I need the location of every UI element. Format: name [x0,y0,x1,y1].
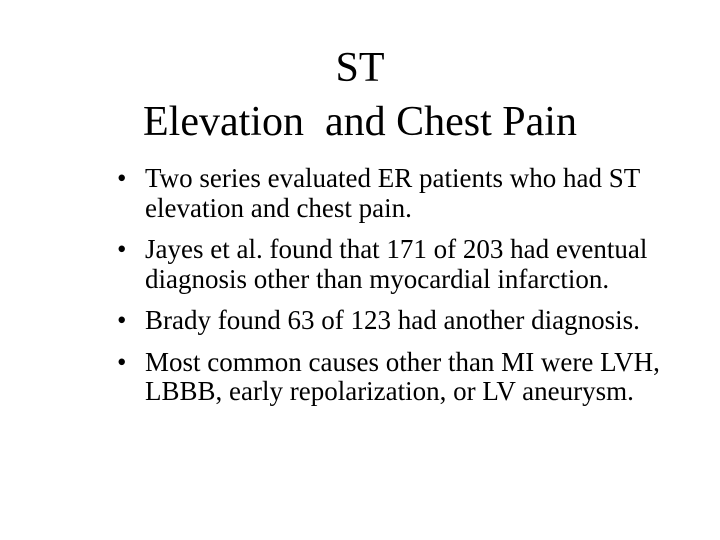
bullet-text: Most common causes other than MI were LVH, [145,346,660,377]
bullet-icon: • [117,305,127,335]
bullet-icon: • [117,234,127,264]
bullet-icon: • [117,346,127,377]
slide-title-line-1: ST [335,45,385,91]
bullet-item [117,348,707,407]
bullet-text: Jayes et al. found that 171 of 203 had eventual [145,234,648,264]
bullet-item [117,306,707,336]
bullet-text: diagnosis other than myocardial infarction. [145,263,610,294]
slide-title-line-2: Elevation and Chest Pain [143,99,577,145]
bullet-icon: • [117,163,127,193]
bullet-item [117,164,707,223]
bullet-list [117,164,707,419]
bullet-text: LBBB, early repolarization, or LV aneurysm. [145,376,634,406]
bullet-text: Brady found 63 of 123 had another diagnosis. [145,305,640,335]
bullet-item [117,235,707,294]
bullet-text: elevation and chest pain. [145,192,412,223]
bullet-text: Two series evaluated ER patients who had ST [145,163,641,193]
